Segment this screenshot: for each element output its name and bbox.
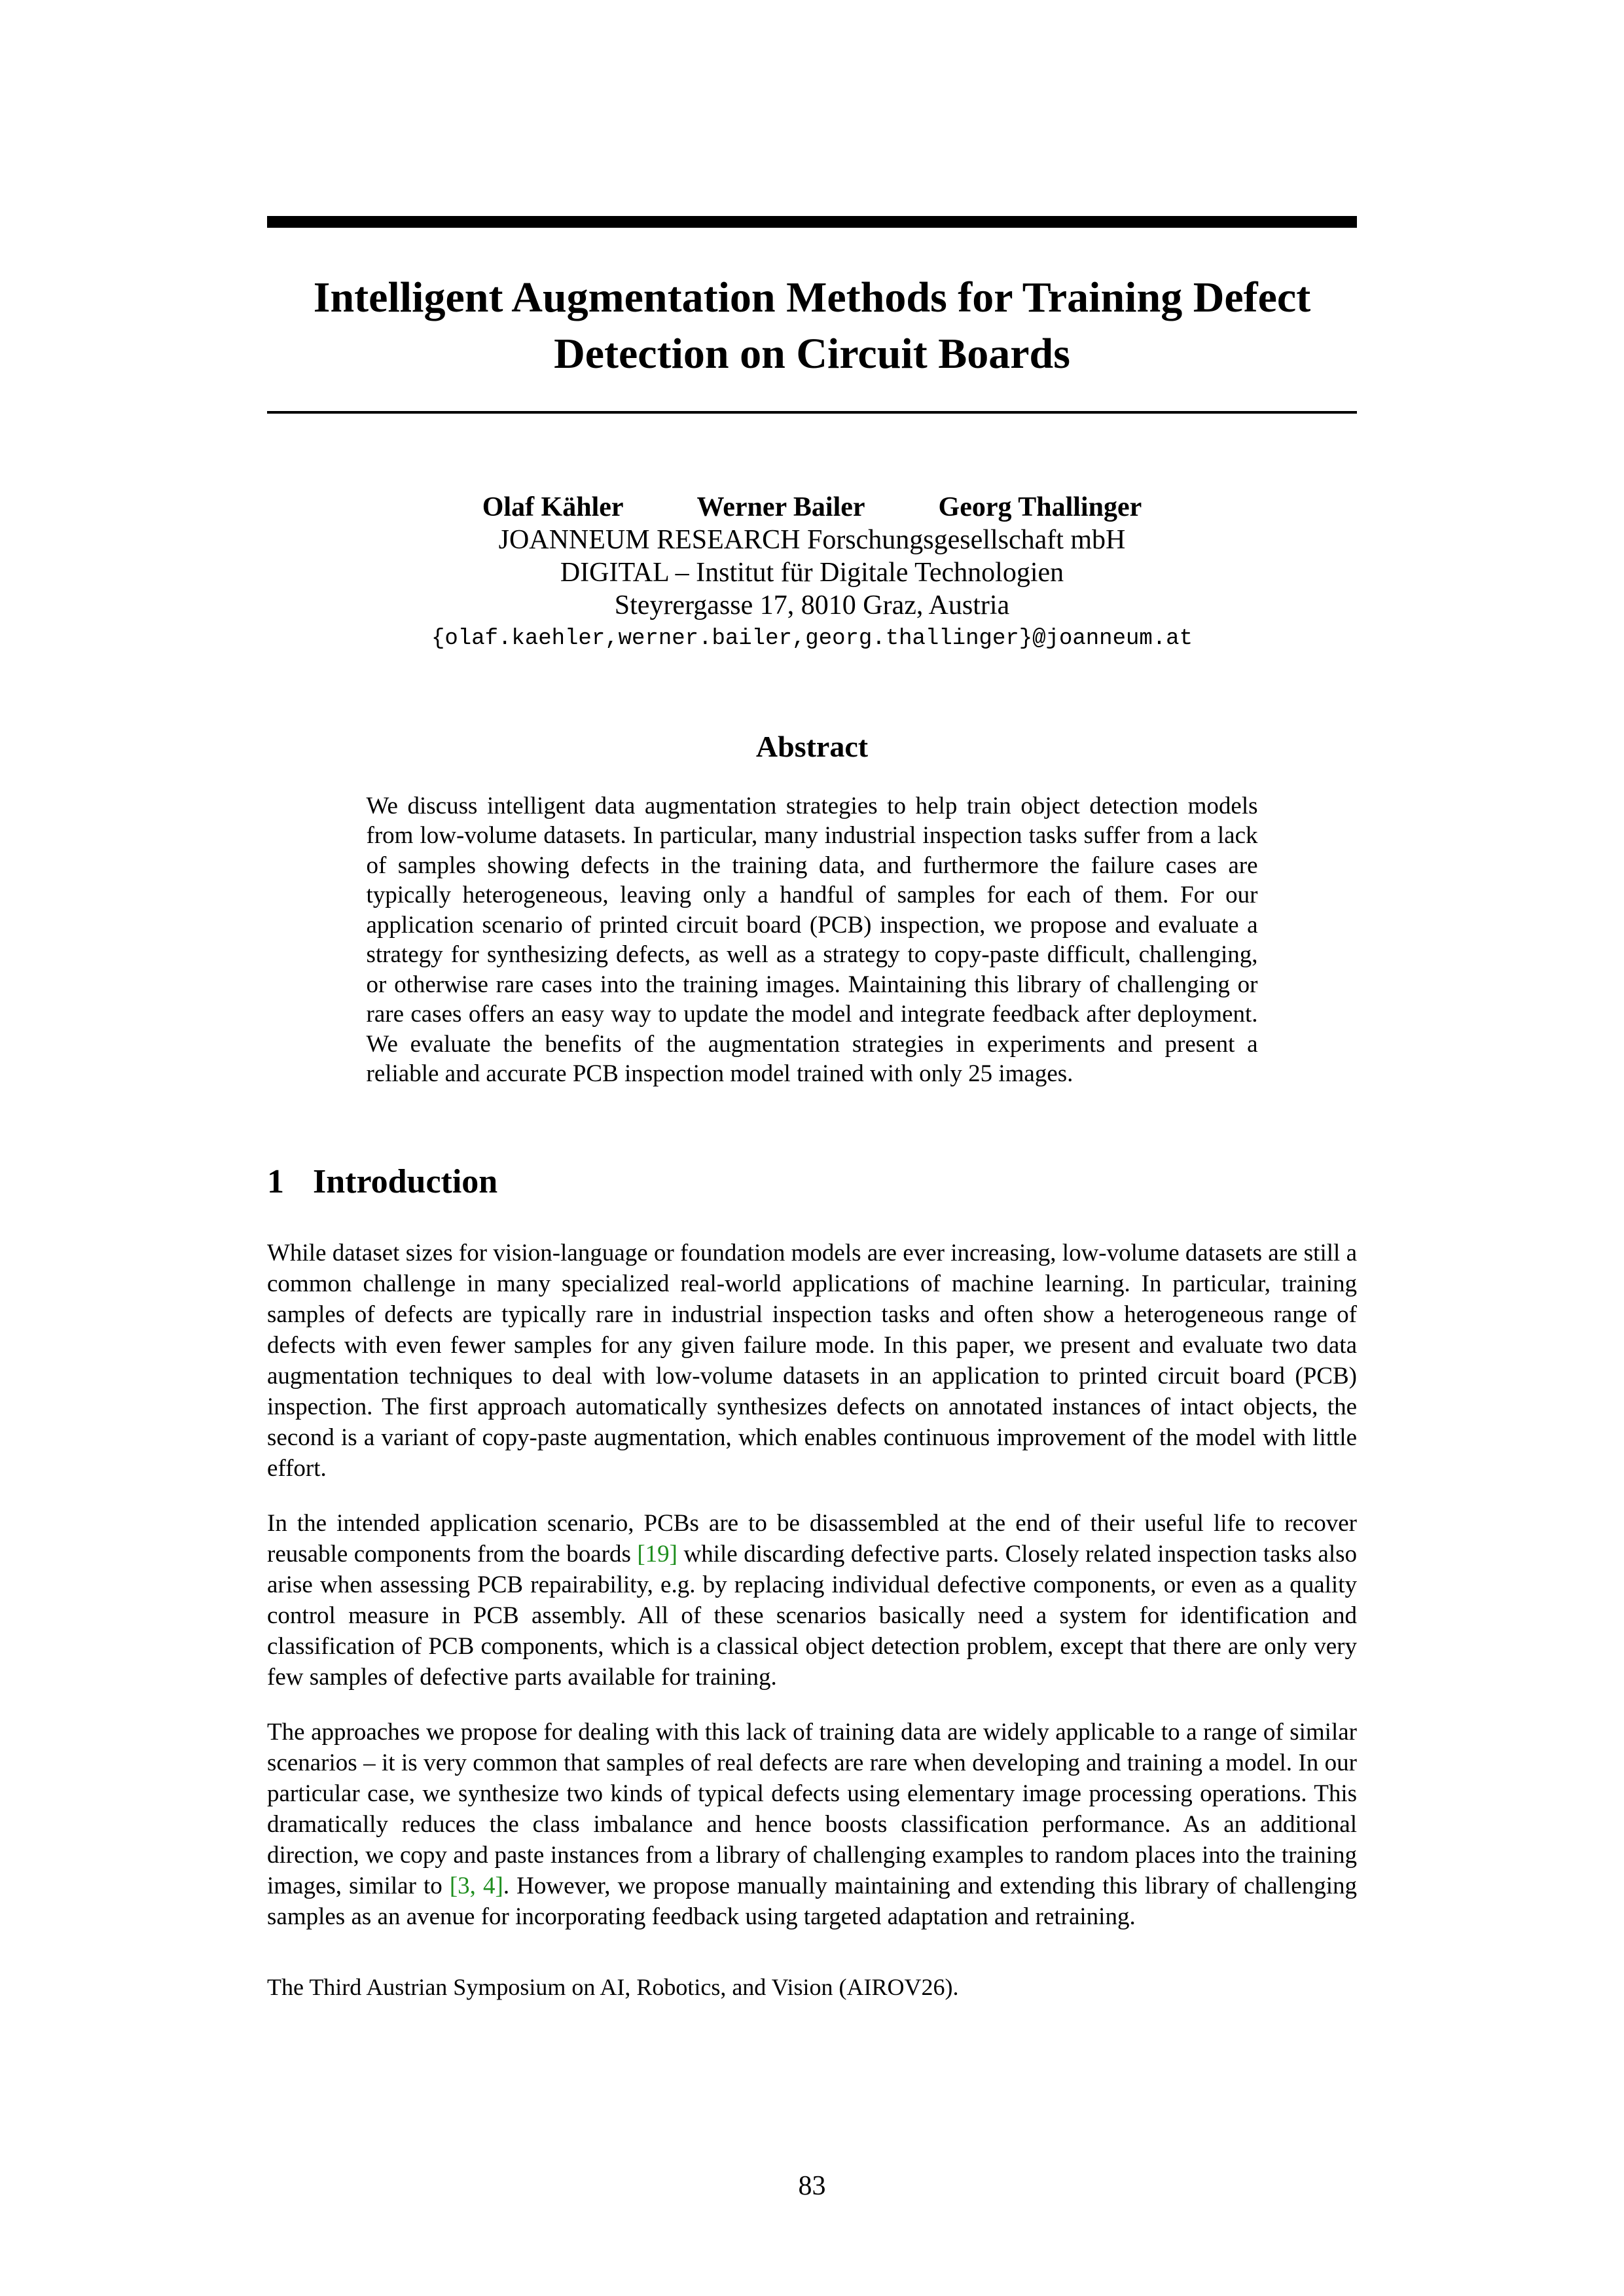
section-title: Introduction (313, 1162, 498, 1200)
abstract-section (267, 729, 1357, 1089)
citation-link[interactable]: [19] (637, 1540, 678, 1568)
intro-paragraph-2 (267, 1508, 1357, 1693)
author-name: Olaf Kähler (482, 492, 624, 522)
citation-link[interactable]: [3, 4] (449, 1872, 503, 1899)
paper-title-line-2: Detection on Circuit Boards (554, 329, 1070, 378)
text-column (267, 0, 1357, 2001)
paper-title (267, 270, 1357, 382)
author-email: {olaf.kaehler,werner.bailer,georg.thallinger}@joanneum.at (431, 626, 1193, 651)
affiliation-line: JOANNEUM RESEARCH Forschungsgesellschaft mbH (498, 524, 1126, 555)
authors-block (267, 491, 1357, 656)
affiliation-line: Steyrergasse 17, 8010 Graz, Austria (614, 590, 1010, 620)
intro-paragraph-3 (267, 1717, 1357, 1932)
affiliation-line: DIGITAL – Institut für Digitale Technologien (560, 557, 1064, 588)
intro-paragraph-1 (267, 1238, 1357, 1484)
paragraph-text: In the intended application scenario, PCBs are to be disassembled at the end of their useful life to recover reusable components from the boards (267, 1509, 1357, 1568)
paragraph-text: . However, we propose manually maintaining and extending this library of challenging samples as an avenue for incorporating feedback using targeted adaptation and retraining. (267, 1872, 1357, 1930)
paragraph-text: while discarding defective parts. Closely related inspection tasks also arise when assessing PCB repairability, e.g. by replacing individual defective components, or even as a quality control measure in PCB assembly. All of these scenarios basically need a system for identification and classification of PCB components, which is a classical object detection problem, except that there are only very few samples of defective parts available for training. (267, 1540, 1357, 1691)
author-name: Werner Bailer (696, 492, 865, 522)
abstract-text: We discuss intelligent data augmentation strategies to help train object detection models from low-volume datasets. In particular, many industrial inspection tasks suffer from a lack of samples showing defects in the training data, and furthermore the failure cases are typically heterogeneous, leaving only a handful of samples for each of them. For our application scenario of printed circuit board (PCB) inspection, we propose and evaluate a strategy for synthesizing defects, as well as a strategy to copy-paste difficult, challenging, or otherwise rare cases into the training images. Maintaining this library of challenging or rare cases offers an easy way to update the model and integrate feedback after deployment. We evaluate the benefits of the augmentation strategies in experiments and present a reliable and accurate PCB inspection model trained with only 25 images. (366, 792, 1258, 1088)
paragraph-text: While dataset sizes for vision-language or foundation models are ever increasing, low-volume datasets are still a common challenge in many specialized real-world applications of machine learning. In particular, training samples of defects are typically rare in industrial inspection tasks and often show a heterogeneous range of defects with even fewer samples for any given failure mode. In this paper, we present and evaluate two data augmentation techniques to deal with low-volume datasets in an application to printed circuit board (PCB) inspection. The first approach automatically synthesizes defects on annotated instances of intact objects, the second is a variant of copy-paste augmentation, which enables continuous improvement of the model with little effort. (267, 1239, 1357, 1482)
section-heading-introduction (267, 1162, 1357, 1201)
abstract-heading: Abstract (755, 729, 869, 763)
paragraph-text: The approaches we propose for dealing with this lack of training data are widely applicable to a range of similar scenarios – it is very common that samples of real defects are rare when developing and training a model. In our particular case, we synthesize two kinds of typical defects using elementary image processing operations. This dramatically reduces the class imbalance and hence boosts classification performance. As an additional direction, we copy and paste instances from a library of challenging examples to random places into the training images, similar to (267, 1718, 1357, 1899)
footnote: The Third Austrian Symposium on AI, Robotics, and Vision (AIROV26). (267, 1973, 959, 2000)
author-name: Georg Thallinger (938, 492, 1142, 522)
title-rule (267, 411, 1357, 414)
author-names-row (267, 491, 1357, 524)
top-rule (267, 216, 1357, 228)
paper-title-line-1: Intelligent Augmentation Methods for Training Defect (313, 274, 1311, 321)
section-number: 1 (267, 1162, 284, 1200)
page-number: 83 (798, 2171, 826, 2201)
